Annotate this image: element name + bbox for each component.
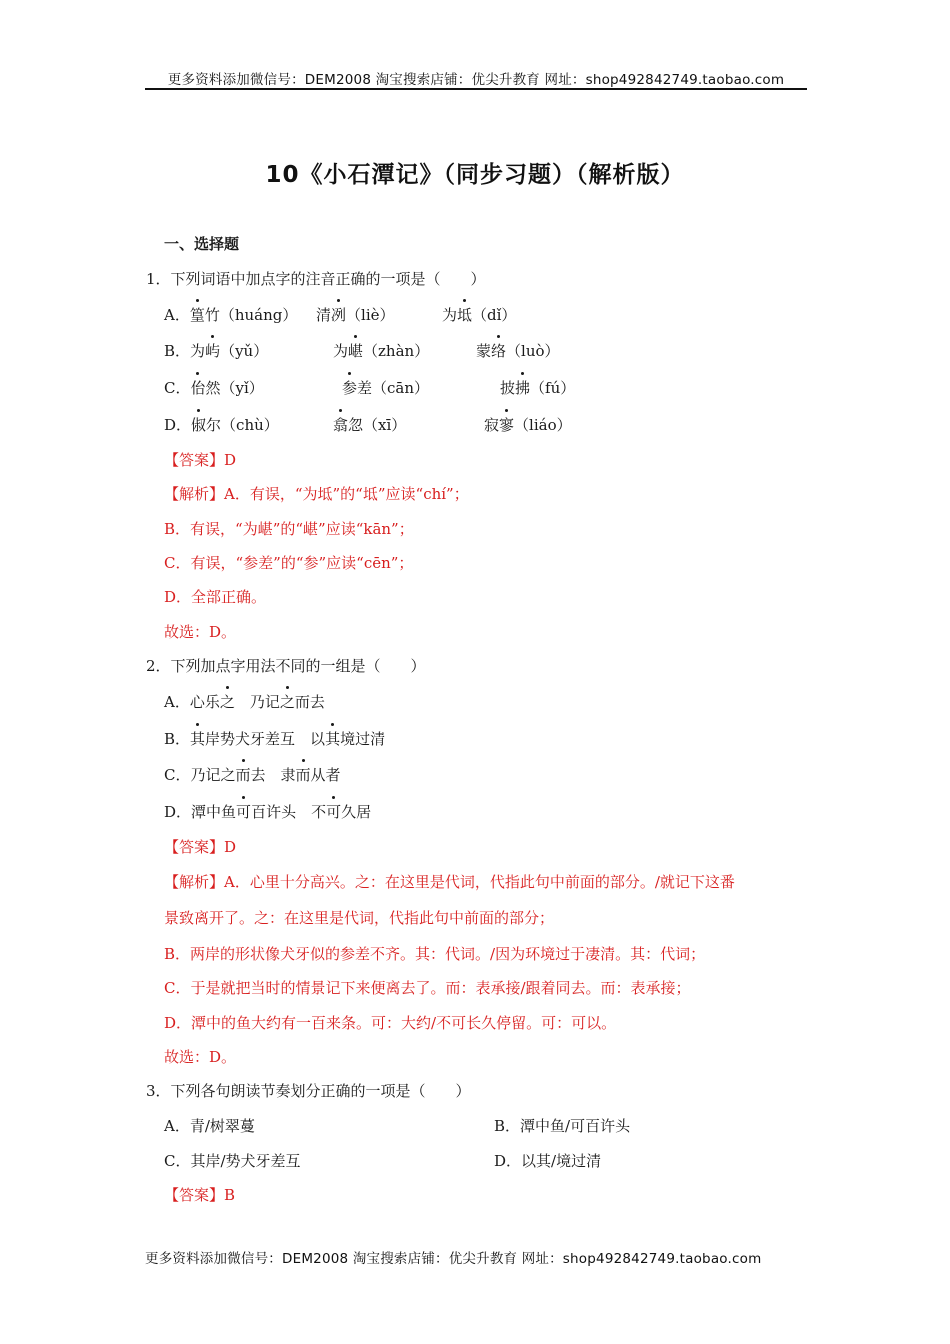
dotted-char: 之 — [219, 693, 235, 711]
page-header: 更多资料添加微信号：DEM2008 淘宝搜索店铺：优尖升教育 网址：shop492842749.taobao.com — [167, 72, 785, 88]
header-divider — [145, 88, 807, 90]
q1-analysis-a: 【解析】A．有误，“为坻”的“坻”应读“chí”； — [164, 485, 469, 503]
question-1-stem: 1．下列词语中加点字的注音正确的一项是（ ） — [146, 270, 486, 288]
dotted-char: 可 — [236, 803, 252, 821]
option-label: D． — [164, 416, 192, 434]
dotted-char: 嵁 — [348, 342, 364, 360]
dotted-char: 可 — [326, 803, 342, 821]
q2-choice: 故选：D。 — [164, 1048, 237, 1066]
question-3-stem: 3．下列各句朗读节奏划分正确的一项是（ ） — [146, 1082, 471, 1100]
dotted-char: 屿 — [205, 342, 221, 360]
q1-analysis-d: D．全部正确。 — [164, 588, 267, 606]
q1-option-d: D．俶尔（chù） — [164, 416, 279, 434]
answer-tag: 【答案】 — [164, 838, 225, 856]
q1-option-d-word2: 翕忽（xī） — [333, 416, 407, 434]
q1-option-a: A．篁竹（huáng） — [164, 306, 298, 324]
q2-analysis-a-cont: 景致离开了。之：在这里是代词，代指此句中前面的部分； — [164, 909, 555, 927]
q1-option-a-word3: 为坻（dǐ） — [442, 306, 517, 324]
q3-option-d: D．以其/境过清 — [494, 1152, 602, 1170]
answer-tag: 【答案】 — [164, 451, 225, 469]
q1-option-a-word2: 清冽（liè） — [316, 306, 395, 324]
q2-analysis-d: D．潭中的鱼大约有一百来条。可：大约/不可长久停留。可：可以。 — [164, 1014, 617, 1032]
q2-analysis-c: C．于是就把当时的情景记下来便离去了。而：表承接/跟着同去。而：表承接； — [164, 979, 691, 997]
q3-option-c: C．其岸/势犬牙差互 — [164, 1152, 301, 1170]
q1-answer — [164, 450, 236, 470]
answer-value: B — [224, 1186, 236, 1204]
q2-analysis-a: 【解析】A．心里十分高兴。之：在这里是代词，代指此句中前面的部分。/就记下这番 — [164, 873, 735, 891]
q1-option-b-word2: 为嵁（zhàn） — [333, 342, 430, 360]
analysis-tag: 【解析】 — [164, 873, 225, 891]
dotted-char: 其 — [190, 730, 206, 748]
page-footer: 更多资料添加微信号：DEM2008 淘宝搜索店铺：优尖升教育 网址：shop492842749.taobao.com — [145, 1251, 762, 1267]
q3-answer — [164, 1185, 235, 1205]
answer-value: D — [224, 838, 237, 856]
dotted-char: 参 — [342, 379, 358, 397]
q1-option-c: C．佁然（yǐ） — [164, 379, 264, 397]
dotted-char: 而 — [295, 766, 311, 784]
q2-answer — [164, 837, 236, 857]
q1-analysis-b: B．有误，“为嵁”的“嵁”应读“kān”； — [164, 520, 414, 538]
answer-value: D — [224, 451, 237, 469]
dotted-char: 冽 — [331, 306, 347, 324]
option-label: C． — [164, 766, 191, 784]
option-label: D． — [164, 803, 192, 821]
q2-analysis-b: B．两岸的形状像犬牙似的参差不齐。其：代词。/因为环境过于凄清。其：代词； — [164, 945, 706, 963]
dotted-char: 篁 — [189, 306, 205, 324]
option-label: B． — [164, 730, 191, 748]
question-2-stem: 2．下列加点字用法不同的一组是（ ） — [146, 657, 426, 675]
option-label: A． — [164, 693, 190, 711]
dotted-char: 坻 — [457, 306, 473, 324]
q2-option-b: B．其岸势犬牙差互 以其境过清 — [164, 730, 386, 748]
q1-analysis-c: C．有误，“参差”的“参”应读“cēn”； — [164, 554, 414, 572]
section-heading: 一、选择题 — [164, 235, 240, 253]
dotted-char: 翕 — [333, 416, 349, 434]
q2-option-d: D．潭中鱼可百许头 不可久居 — [164, 803, 372, 821]
dotted-char: 佁 — [190, 379, 206, 397]
dotted-char: 俶 — [191, 416, 207, 434]
dotted-char: 寥 — [499, 416, 515, 434]
option-label: C． — [164, 379, 191, 397]
q1-option-b-word3: 蒙络（luò） — [476, 342, 560, 360]
dotted-char: 之 — [279, 693, 295, 711]
q1-choice: 故选：D。 — [164, 623, 237, 641]
analysis-tag: 【解析】 — [164, 485, 225, 503]
q1-option-d-word3: 寂寥（liáo） — [484, 416, 572, 434]
dotted-char: 络 — [491, 342, 507, 360]
q3-option-b: B．潭中鱼/可百许头 — [494, 1117, 631, 1135]
q2-option-a: A．心乐之 乃记之而去 — [164, 693, 325, 711]
dotted-char: 其 — [325, 730, 341, 748]
option-label: A． — [164, 306, 190, 324]
q3-option-a: A．青/树翠蔓 — [164, 1117, 255, 1135]
dotted-char: 而 — [235, 766, 251, 784]
answer-tag: 【答案】 — [164, 1186, 225, 1204]
q1-option-c-word3: 披拂（fú） — [500, 379, 576, 397]
dotted-char: 拂 — [515, 379, 531, 397]
document-title: 10《小石潭记》（同步习题）（解析版） — [265, 162, 685, 188]
q1-option-c-word2: 参差（cān） — [342, 379, 430, 397]
q2-option-c: C．乃记之而去 隶而从者 — [164, 766, 341, 784]
q1-option-b: B．为屿（yǔ） — [164, 342, 269, 360]
option-label: B． — [164, 342, 191, 360]
